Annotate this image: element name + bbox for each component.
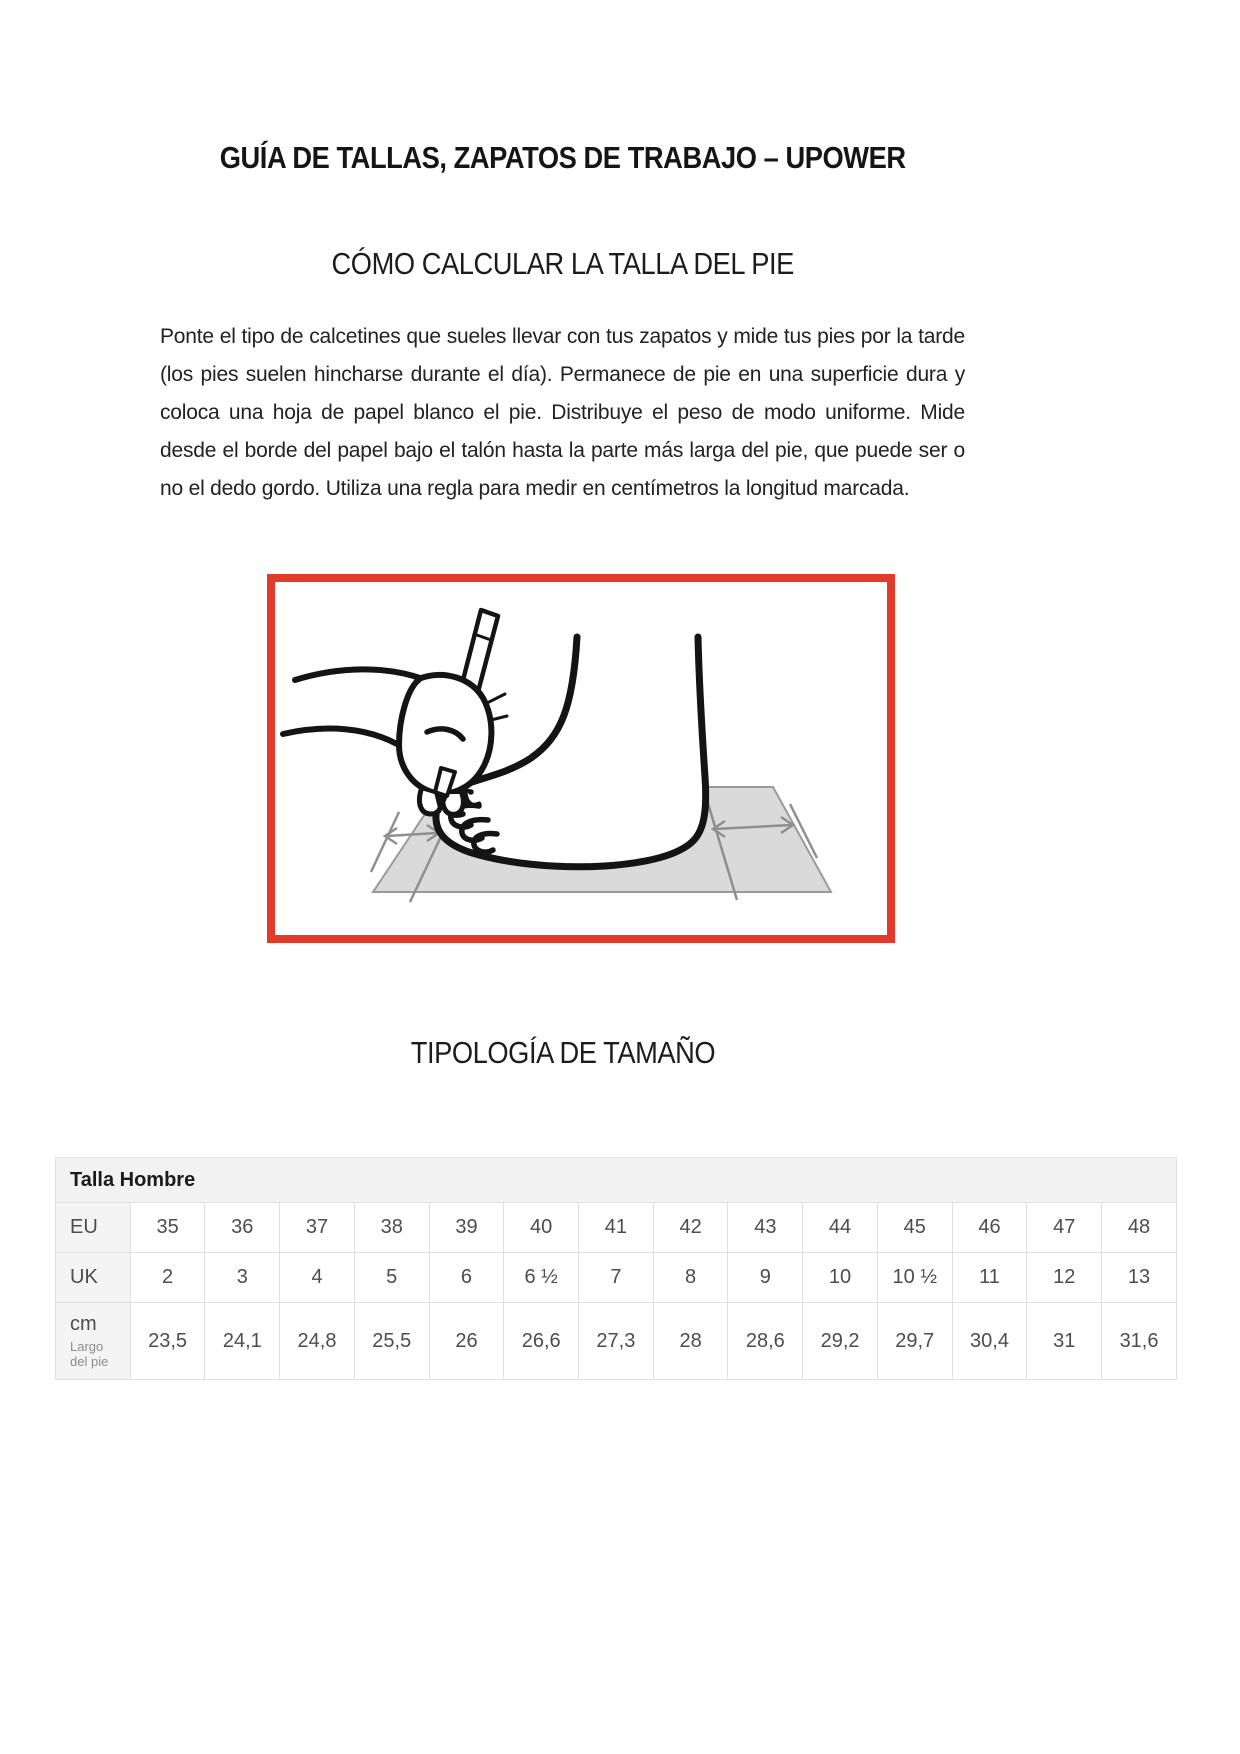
- size-value-cell: 12: [1027, 1253, 1102, 1303]
- size-table-row: [56, 1253, 1177, 1303]
- size-value-cell: 2: [130, 1253, 205, 1303]
- size-value-cell: 44: [803, 1203, 878, 1253]
- size-value-cell: 25,5: [354, 1303, 429, 1380]
- size-value-cell: 13: [1102, 1253, 1177, 1303]
- size-row-sublabel: Largo del pie: [70, 1339, 109, 1369]
- size-value-cell: 40: [504, 1203, 579, 1253]
- size-value-cell: 39: [429, 1203, 504, 1253]
- size-value-cell: 11: [952, 1253, 1027, 1303]
- size-table-title-row: [56, 1158, 1177, 1203]
- size-value-cell: 29,2: [803, 1303, 878, 1380]
- size-value-cell: 43: [728, 1203, 803, 1253]
- size-value-cell: 46: [952, 1203, 1027, 1253]
- size-value-cell: 9: [728, 1253, 803, 1303]
- size-row-label-cell: [56, 1303, 131, 1380]
- size-table-row: [56, 1203, 1177, 1253]
- size-value-cell: 26: [429, 1303, 504, 1380]
- size-value-cell: 10 ½: [877, 1253, 952, 1303]
- size-row-label: EU: [70, 1216, 98, 1238]
- page-title-text: GUÍA DE TALLAS, ZAPATOS DE TRABAJO – UPOWER: [219, 140, 906, 175]
- size-value-cell: 5: [354, 1253, 429, 1303]
- section-heading-measure-text: CÓMO CALCULAR LA TALLA DEL PIE: [331, 246, 794, 281]
- size-value-cell: 31: [1027, 1303, 1102, 1380]
- size-value-cell: 47: [1027, 1203, 1102, 1253]
- size-value-cell: 26,6: [504, 1303, 579, 1380]
- size-value-cell: 24,8: [280, 1303, 355, 1380]
- size-row-label-cell: [56, 1253, 131, 1303]
- size-value-cell: 28,6: [728, 1303, 803, 1380]
- section-heading-sizes-text: TIPOLOGÍA DE TAMAÑO: [410, 1035, 715, 1070]
- size-value-cell: 28: [653, 1303, 728, 1380]
- size-value-cell: 29,7: [877, 1303, 952, 1380]
- size-value-cell: 23,5: [130, 1303, 205, 1380]
- size-value-cell: 6 ½: [504, 1253, 579, 1303]
- size-value-cell: 38: [354, 1203, 429, 1253]
- size-table-row: [56, 1303, 1177, 1380]
- page-title: [160, 140, 965, 176]
- size-value-cell: 30,4: [952, 1303, 1027, 1380]
- size-row-label-cell: [56, 1203, 131, 1253]
- size-row-label: UK: [70, 1266, 98, 1288]
- size-value-cell: 35: [130, 1203, 205, 1253]
- size-value-cell: 31,6: [1102, 1303, 1177, 1380]
- size-value-cell: 4: [280, 1253, 355, 1303]
- size-value-cell: 27,3: [579, 1303, 654, 1380]
- size-value-cell: 37: [280, 1203, 355, 1253]
- size-row-label: cm: [70, 1313, 97, 1335]
- section-heading-measure: [160, 246, 965, 282]
- measure-instructions-paragraph: Ponte el tipo de calcetines que sueles llevar con tus zapatos y mide tus pies por la tarde (los pies suelen hincharse durante el día). Permanece de pie en una superficie dura y coloca una hoja de papel blanco el pie. Distribuye el peso de modo uniforme. Mide desde el borde del papel bajo el talón hasta la parte más larga del pie, que puede ser o no el dedo gordo. Utiliza una regla para medir en centímetros la longitud marcada.: [160, 325, 965, 500]
- size-value-cell: 6: [429, 1253, 504, 1303]
- size-table-body: [56, 1203, 1177, 1380]
- size-value-cell: 36: [205, 1203, 280, 1253]
- size-value-cell: 24,1: [205, 1303, 280, 1380]
- illustration-frame: [267, 574, 895, 943]
- foot-measurement-illustration: [275, 582, 887, 935]
- size-value-cell: 41: [579, 1203, 654, 1253]
- size-value-cell: 10: [803, 1253, 878, 1303]
- size-table: [55, 1157, 1177, 1380]
- size-table-title: Talla Hombre: [56, 1158, 1177, 1203]
- hand-with-pencil: [283, 610, 507, 814]
- size-value-cell: 48: [1102, 1203, 1177, 1253]
- size-value-cell: 42: [653, 1203, 728, 1253]
- size-value-cell: 7: [579, 1253, 654, 1303]
- section-heading-sizes: [160, 1035, 965, 1071]
- size-value-cell: 8: [653, 1253, 728, 1303]
- size-value-cell: 3: [205, 1253, 280, 1303]
- size-value-cell: 45: [877, 1203, 952, 1253]
